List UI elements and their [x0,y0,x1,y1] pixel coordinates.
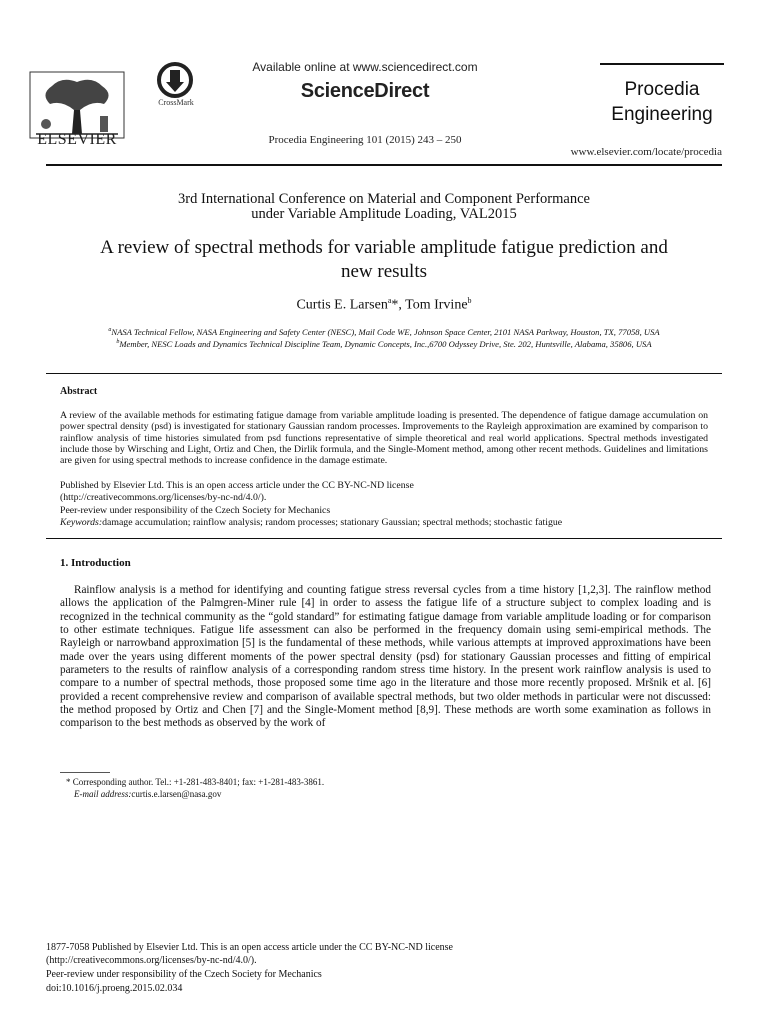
affiliation-a [46,325,722,338]
affil-sup: b [116,339,120,345]
journal-url-link[interactable]: www.elsevier.com/locate/procedia [570,146,722,158]
title-line1: A review of spectral methods for variable amplitude fatigue prediction and [100,237,668,258]
author-list [60,296,708,314]
footer-peer-review: Peer-review under responsibility of the Czech Society for Mechanics [46,969,322,980]
author-affil-sup: a [387,296,392,305]
affil-sup: a [108,327,112,333]
conference-name [60,192,708,222]
affiliation-b [46,337,722,350]
abstract-body: A review of the available methods for estimating fatigue damage from variable amplitude loading is presented. The dependence of fatigue damage accumulation on power spectral density (psd) is investigated for stationary Gaussian random processes. Improvements to the Rayleigh approximation are examined by comparison to rainflow analysis of time histories simulated from psd functions representative of simple theoretical and real world applications. Spectral methods investigated include those by Wirsching and Light, Ortiz and Chen, the Dirlik formula, and the Single-Moment method, among other recent methods. Guidelines and limitations are given for using spectral methods to increase confidence in the damage estimate. [60,410,708,467]
introduction-paragraph: Rainflow analysis is a method for identifying and counting fatigue stress reversal cycles from a time history [1,2,3]. The rainflow method allows the application of the Palmgren-Miner rule [4] in order to assess the fatigue life of a structure subject to complex loading and is recognized in the technical community as the “gold standard” for estimating fatigue damage from variable amplitude loading or for comparison to other estimate techniques. Fatigue life assessment can also be performed in the frequency domain using semi-empirical methods. The Rayleigh or narrowband approximation [5] is the fundamental of these methods, while various attempts at improved approximations have been made over the years using different moments of the power spectral density (psd) for stationary Gaussian processes and fitting of empirical parameters to the results of rainflow analysis of a corresponding random stress time history. In the present work rainflow analysis is used to compare to a number of spectral methods, those proposed some time ago in the literature and those more recently proposed. Mršnik et al. [6] provided a recent comprehensive review and comparison of available spectral methods, but two older methods in particular were not discussed: the method proposed by Ortiz and Chen [7] and the Single-Moment method [8,9]. These methods are worth some examination as follows in comparison to the best methods as observed by the work of [60,584,711,730]
corresponding-mark: * [391,297,399,313]
conference-line1: 3rd International Conference on Material and Component Performance [178,191,590,207]
peer-review-note: Peer-review under responsibility of the Czech Society for Mechanics [60,505,331,516]
email-address-link[interactable]: curtis.e.larsen@nasa.gov [131,789,222,799]
published-by: Published by Elsevier Ltd. This is an open access article under the CC BY-NC-ND license [60,480,414,491]
footer-doi[interactable]: doi:10.1016/j.proeng.2015.02.034 [46,983,183,994]
abstract-top-rule [46,373,722,374]
author-affil-sup: b [467,296,472,305]
keywords-label: Keywords: [60,517,103,528]
corresponding-author-note: * Corresponding author. Tel.: +1-281-483-8401; fax: +1-281-483-3861. [66,777,325,787]
section-heading-introduction: 1. Introduction [60,557,131,569]
footer-license-link[interactable]: (http://creativecommons.org/licenses/by-nc-nd/4.0/). [46,955,257,966]
conference-line2: under Variable Amplitude Loading, VAL2015 [251,206,517,222]
journal-name [600,77,724,127]
affil-text: NASA Technical Fellow, NASA Engineering and Safety Center (NESC), Mail Code WE, Johnson Space Center, 2101 NASA Parkway, Houston, TX, 77058, USA [111,326,660,337]
author-name: Tom Irvine [405,297,468,313]
author-separator: , [398,297,406,313]
email-label: E-mail address: [74,789,132,799]
available-online-text: Available online at www.sciencedirect.com [252,60,478,74]
license-link[interactable]: (http://creativecommons.org/licenses/by-nc-nd/4.0/). [60,492,267,503]
title-line2: new results [340,261,427,282]
email-note [74,789,716,800]
sciencedirect-wordmark: ScienceDirect [300,80,430,102]
author-name: Curtis E. Larsen [296,297,388,313]
keywords-list: damage accumulation; rainflow analysis; random processes; stationary Gaussian; spectral methods; stochastic fatigue [102,517,563,528]
journal-reference: Procedia Engineering 101 (2015) 243 – 250 [268,134,462,146]
affil-text: Member, NESC Loads and Dynamics Technical Discipline Team, Dynamic Concepts, Inc.,6700 Odyssey Drive, Ste. 202, Huntsville, Alabama, 35806, USA [119,338,652,349]
abstract-heading: Abstract [60,386,98,397]
footer-copyright: 1877-7058 Published by Elsevier Ltd. This is an open access article under the CC BY-NC-ND license [46,942,453,953]
journal-name-line1: Procedia [624,79,700,100]
paper-title [60,236,708,284]
keywords [60,517,708,529]
crossmark-label: CrossMark [158,98,194,107]
header-divider [46,164,722,166]
journal-name-line2: Engineering [611,104,713,125]
elsevier-wordmark: ELSEVIER [37,131,117,148]
abstract-bottom-rule [46,538,722,539]
footnote-rule [60,772,110,773]
